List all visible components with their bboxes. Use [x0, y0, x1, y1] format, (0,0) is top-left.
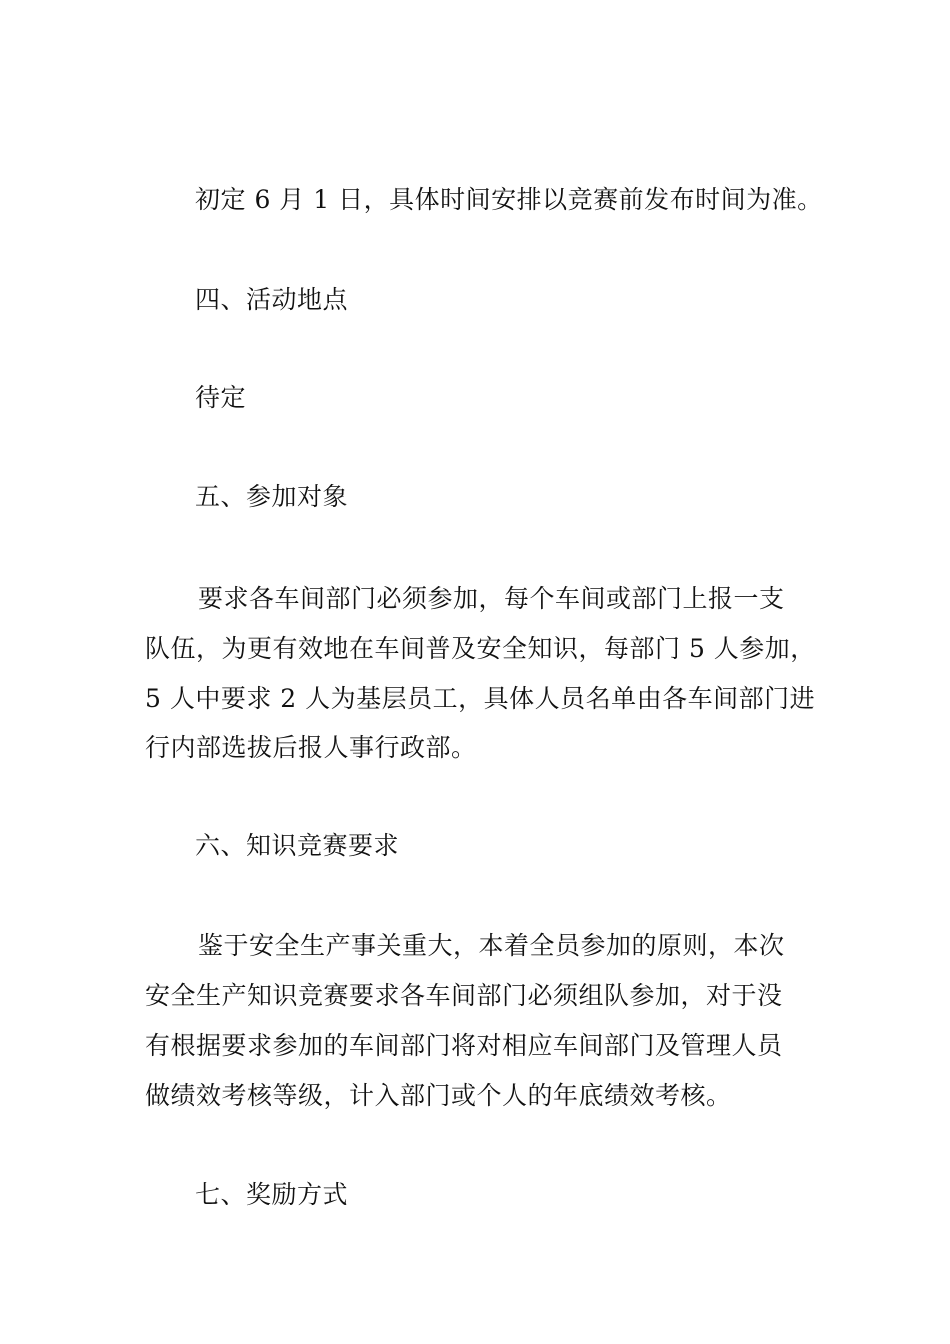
participants-line-4: 行内部选拔后报人事行政部。	[145, 733, 477, 762]
participants-line-1: 要求各车间部门必须参加，每个车间或部门上报一支	[198, 584, 785, 613]
requirements-line-4: 做绩效考核等级，计入部门或个人的年底绩效考核。	[145, 1081, 732, 1110]
requirements-line-2: 安全生产知识竞赛要求各车间部门必须组队参加，对于没	[145, 981, 783, 1010]
section-heading-participants: 五、参加对象	[195, 482, 349, 511]
location-paragraph: 待定	[195, 383, 247, 412]
section-heading-location: 四、活动地点	[195, 285, 349, 314]
participants-line-2: 队伍，为更有效地在车间普及安全知识，每部门 5 人参加，	[145, 634, 816, 663]
section-heading-requirements: 六、知识竞赛要求	[195, 831, 400, 860]
participants-line-3: 5 人中要求 2 人为基层员工，具体人员名单由各车间部门进	[145, 684, 816, 713]
time-paragraph: 初定 6 月 1 日，具体时间安排以竞赛前发布时间为准。	[195, 185, 823, 214]
requirements-line-3: 有根据要求参加的车间部门将对相应车间部门及管理人员	[145, 1031, 783, 1060]
section-heading-rewards: 七、奖励方式	[195, 1180, 349, 1209]
requirements-line-1: 鉴于安全生产事关重大，本着全员参加的原则，本次	[198, 931, 785, 960]
